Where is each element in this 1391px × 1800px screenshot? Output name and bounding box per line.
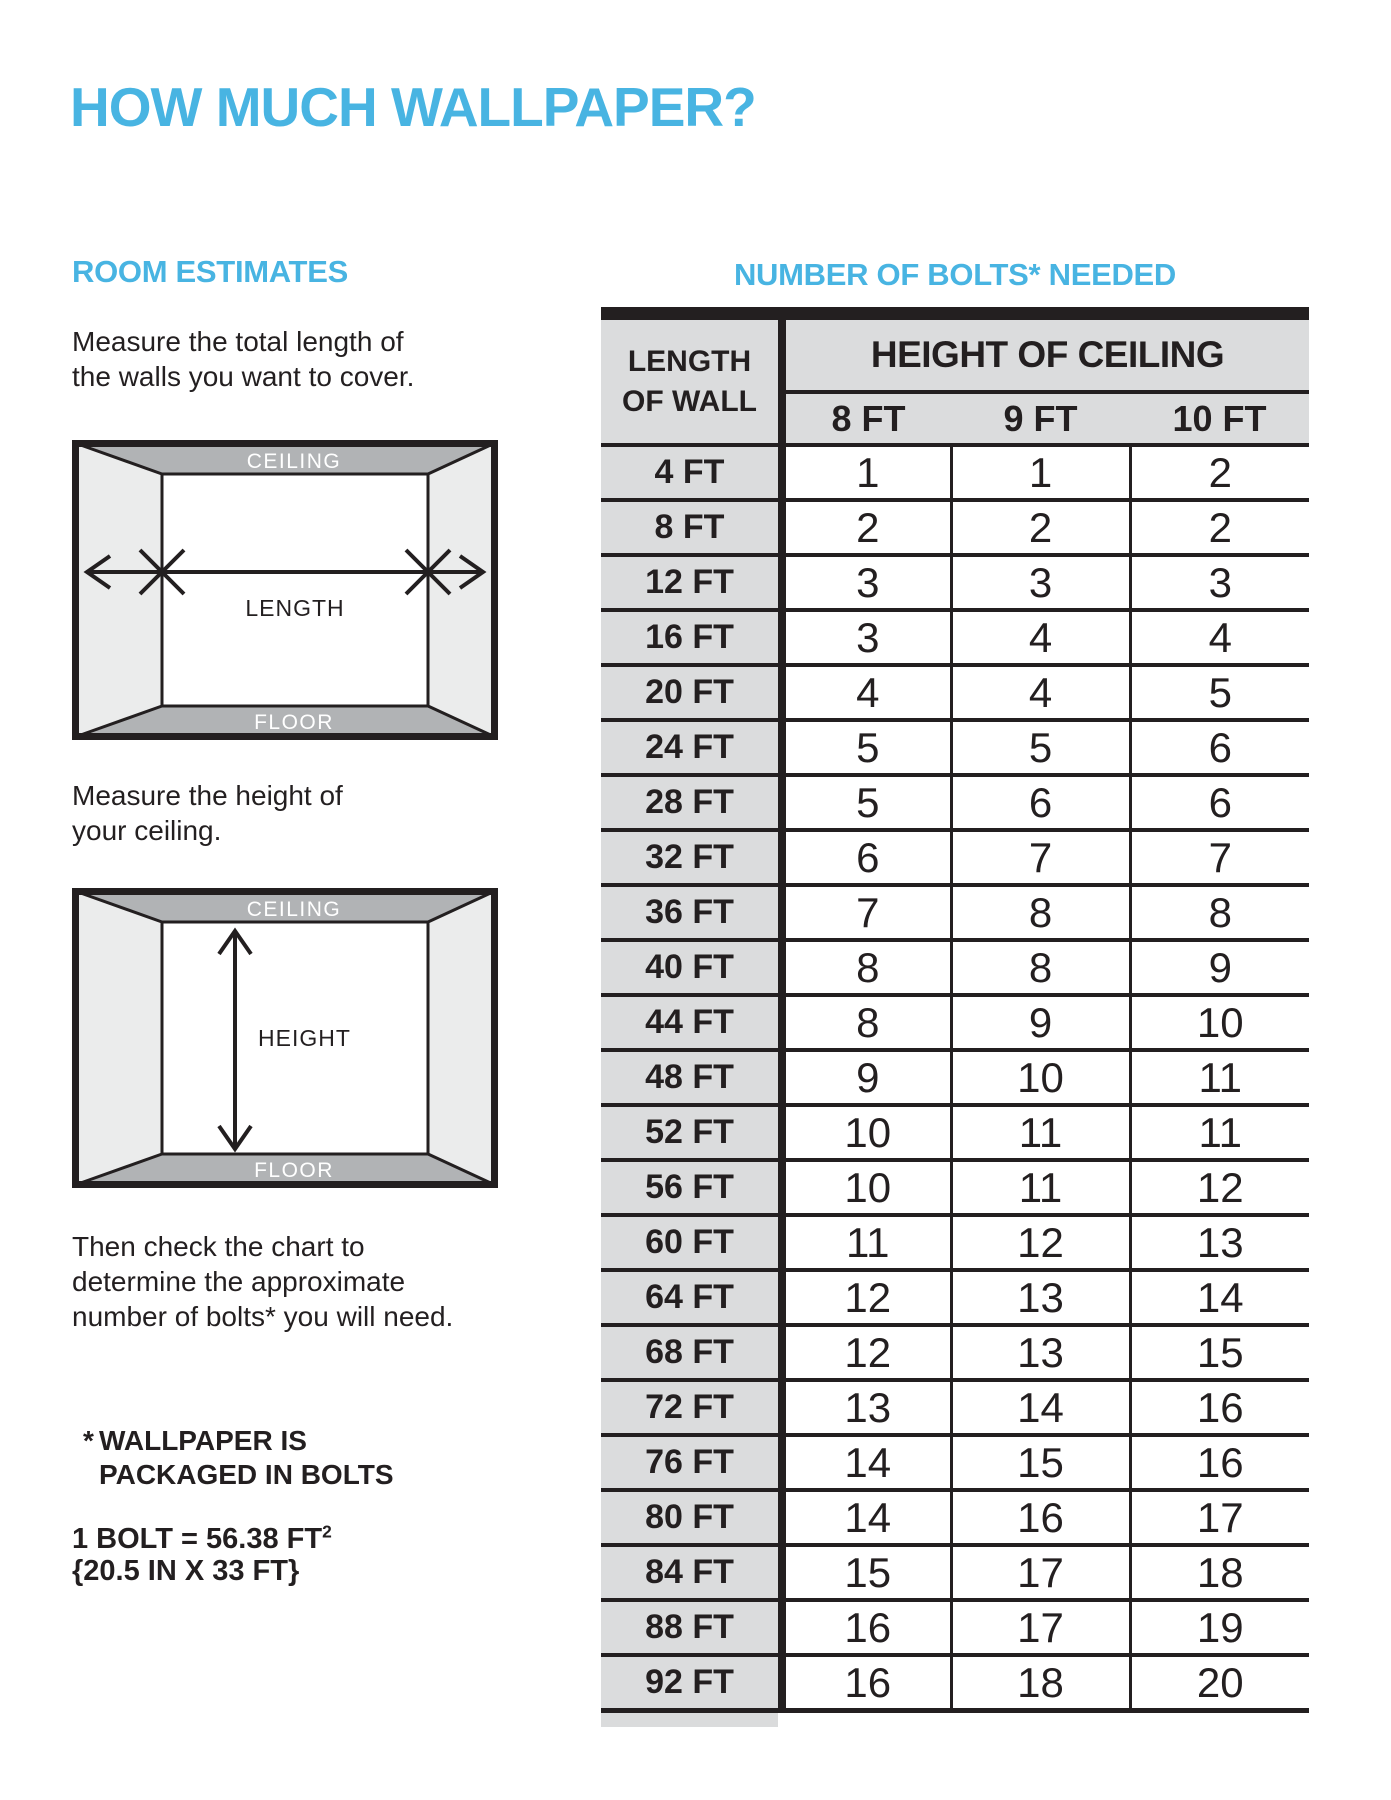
- table-row: [601, 610, 1309, 665]
- table-row: [601, 555, 1309, 610]
- table-row: [601, 1105, 1309, 1160]
- bolt-count-cell: 2: [1130, 500, 1309, 555]
- bolt-count-cell: 7: [951, 830, 1130, 885]
- table-row: [601, 665, 1309, 720]
- wall-length-cell: 24 FT: [601, 720, 782, 775]
- ceiling-label: CEILING: [246, 450, 342, 473]
- bolt-count-cell: 13: [1130, 1215, 1309, 1270]
- bolt-count-cell: 14: [782, 1435, 951, 1490]
- table-row: [601, 1325, 1309, 1380]
- bolt-count-cell: 8: [951, 940, 1130, 995]
- bolt-count-cell: 11: [951, 1160, 1130, 1215]
- bolt-count-cell: 10: [782, 1160, 951, 1215]
- bolt-count-cell: 6: [951, 775, 1130, 830]
- bolt-count-cell: 17: [1130, 1490, 1309, 1545]
- wall-length-cell: 60 FT: [601, 1215, 782, 1270]
- bolt-count-cell: 11: [1130, 1050, 1309, 1105]
- bolt-count-cell: 5: [782, 775, 951, 830]
- text-line: number of bolts* you will need.: [72, 1301, 454, 1332]
- footnote-asterisk: *: [83, 1425, 94, 1456]
- bolt-count-cell: 18: [1130, 1545, 1309, 1600]
- bolt-count-cell: 15: [1130, 1325, 1309, 1380]
- footnote-lines: [99, 1424, 394, 1492]
- bolt-count-cell: 6: [1130, 720, 1309, 775]
- instruction-step-2: [72, 778, 343, 848]
- bolt-count-cell: 9: [1130, 940, 1309, 995]
- table-row: [601, 720, 1309, 775]
- wall-length-cell: 72 FT: [601, 1380, 782, 1435]
- wallpaper-footnote: [83, 1424, 394, 1492]
- bolts-needed-heading: NUMBER OF BOLTS* NEEDED: [733, 257, 1177, 292]
- bolt-count-cell: 9: [951, 995, 1130, 1050]
- table-row: [601, 775, 1309, 830]
- text-line: Measure the total length of: [72, 326, 404, 357]
- bolt-count-cell: 6: [782, 830, 951, 885]
- wall-length-cell: 20 FT: [601, 665, 782, 720]
- group-header-row: [601, 320, 1309, 392]
- bolt-count-cell: 14: [951, 1380, 1130, 1435]
- bolts-table: [601, 307, 1309, 1727]
- bolt-count-cell: 17: [951, 1545, 1130, 1600]
- wall-length-cell: 56 FT: [601, 1160, 782, 1215]
- instruction-step-1: [72, 324, 414, 394]
- bolt-count-cell: 17: [951, 1600, 1130, 1655]
- text-line: WALLPAPER IS: [99, 1425, 307, 1456]
- text-line: the walls you want to cover.: [72, 361, 415, 392]
- height-of-ceiling-header: HEIGHT OF CEILING: [782, 320, 1309, 392]
- right-wall: [428, 888, 498, 1188]
- table-row: [601, 885, 1309, 940]
- wall-length-cell: 92 FT: [601, 1655, 782, 1711]
- wall-length-cell: 36 FT: [601, 885, 782, 940]
- wall-length-cell: 88 FT: [601, 1600, 782, 1655]
- bolt-count-cell: 14: [782, 1490, 951, 1545]
- bolts-needed-table: [601, 320, 1309, 1713]
- table-row: [601, 940, 1309, 995]
- wall-length-cell: 32 FT: [601, 830, 782, 885]
- text-line: Then check the chart to: [72, 1231, 365, 1262]
- table-row: [601, 1435, 1309, 1490]
- bolt-count-cell: 16: [782, 1655, 951, 1711]
- bolt-count-cell: 12: [782, 1270, 951, 1325]
- left-wall: [72, 440, 162, 740]
- wall-length-cell: 48 FT: [601, 1050, 782, 1105]
- room-estimates-heading: ROOM ESTIMATES: [72, 254, 348, 289]
- bolt-eq-text: 1 BOLT = 56.38 FT: [72, 1523, 323, 1555]
- ceiling-label: CEILING: [246, 898, 342, 921]
- text-line: your ceiling.: [72, 815, 222, 846]
- bolt-count-cell: 13: [951, 1325, 1130, 1380]
- table-row: [601, 1160, 1309, 1215]
- bolt-count-cell: 7: [1130, 830, 1309, 885]
- wall-length-cell: 16 FT: [601, 610, 782, 665]
- table-row: [601, 1215, 1309, 1270]
- bolt-count-cell: 10: [1130, 995, 1309, 1050]
- wall-length-cell: 12 FT: [601, 555, 782, 610]
- bolt-count-cell: 8: [782, 940, 951, 995]
- bolt-count-cell: 4: [951, 610, 1130, 665]
- bolt-count-cell: 16: [1130, 1380, 1309, 1435]
- table-row: [601, 1545, 1309, 1600]
- bolt-count-cell: 10: [951, 1050, 1130, 1105]
- wall-length-cell: 84 FT: [601, 1545, 782, 1600]
- bolt-count-cell: 13: [782, 1380, 951, 1435]
- bolt-table-body: [601, 445, 1309, 1711]
- wall-length-cell: 80 FT: [601, 1490, 782, 1545]
- col-header-9ft: 9 FT: [951, 392, 1130, 445]
- table-bottom-tab: [601, 1713, 778, 1727]
- bolt-count-cell: 16: [782, 1600, 951, 1655]
- floor-label: FLOOR: [254, 1159, 334, 1182]
- text-line: Measure the height of: [72, 780, 343, 811]
- bolt-count-cell: 1: [951, 445, 1130, 500]
- bolt-count-cell: 16: [1130, 1435, 1309, 1490]
- text-line: [72, 1523, 332, 1555]
- bolt-count-cell: 6: [1130, 775, 1309, 830]
- bolt-count-cell: 5: [782, 720, 951, 775]
- bolt-count-cell: 4: [951, 665, 1130, 720]
- bolt-count-cell: 13: [951, 1270, 1130, 1325]
- bolt-count-cell: 18: [951, 1655, 1130, 1711]
- left-wall: [72, 888, 162, 1188]
- bolt-count-cell: 5: [1130, 665, 1309, 720]
- bolt-count-cell: 1: [782, 445, 951, 500]
- table-top-bar: [601, 307, 1309, 320]
- bolt-count-cell: 2: [1130, 445, 1309, 500]
- bolt-count-cell: 12: [1130, 1160, 1309, 1215]
- bolt-count-cell: 16: [951, 1490, 1130, 1545]
- height-label: HEIGHT: [258, 1025, 351, 1051]
- wall-length-cell: 40 FT: [601, 940, 782, 995]
- bolt-count-cell: 3: [951, 555, 1130, 610]
- wall-length-cell: 76 FT: [601, 1435, 782, 1490]
- right-wall: [428, 440, 498, 740]
- wall-length-cell: 52 FT: [601, 1105, 782, 1160]
- bolt-count-cell: 8: [782, 995, 951, 1050]
- table-row: [601, 445, 1309, 500]
- text-line: LENGTH: [627, 344, 752, 378]
- col-header-10ft: 10 FT: [1130, 392, 1309, 445]
- bolt-count-cell: 4: [1130, 610, 1309, 665]
- room-length-diagram: [72, 440, 498, 740]
- bolt-count-cell: 4: [782, 665, 951, 720]
- table-row: [601, 830, 1309, 885]
- bolt-count-cell: 11: [1130, 1105, 1309, 1160]
- room-height-diagram: [72, 888, 498, 1188]
- bolt-count-cell: 14: [1130, 1270, 1309, 1325]
- text-line: determine the approximate: [72, 1266, 406, 1297]
- bolt-count-cell: 9: [782, 1050, 951, 1105]
- bolt-count-cell: 8: [1130, 885, 1309, 940]
- table-row: [601, 500, 1309, 555]
- bolt-count-cell: 8: [951, 885, 1130, 940]
- text-line: OF WALL: [622, 384, 757, 418]
- length-label: LENGTH: [245, 595, 345, 621]
- bolt-count-cell: 15: [951, 1435, 1130, 1490]
- bolt-count-cell: 20: [1130, 1655, 1309, 1711]
- bolt-count-cell: 5: [951, 720, 1130, 775]
- bolt-count-cell: 2: [951, 500, 1130, 555]
- bolt-count-cell: 12: [782, 1325, 951, 1380]
- bolt-count-cell: 3: [1130, 555, 1309, 610]
- table-row: [601, 995, 1309, 1050]
- bolt-count-cell: 19: [1130, 1600, 1309, 1655]
- bolt-count-cell: 3: [782, 610, 951, 665]
- table-row: [601, 1490, 1309, 1545]
- wall-length-cell: 44 FT: [601, 995, 782, 1050]
- page-title: HOW MUCH WALLPAPER?: [70, 76, 756, 138]
- wall-length-cell: 64 FT: [601, 1270, 782, 1325]
- table-row: [601, 1050, 1309, 1105]
- text-line: PACKAGED IN BOLTS: [99, 1459, 394, 1490]
- text-line: {20.5 IN X 33 FT}: [72, 1555, 300, 1587]
- bolt-equivalence: [72, 1523, 332, 1587]
- back-wall: [162, 474, 428, 706]
- bolt-count-cell: 12: [951, 1215, 1130, 1270]
- length-of-wall-header: [601, 320, 782, 445]
- bolt-count-cell: 15: [782, 1545, 951, 1600]
- bolt-count-cell: 3: [782, 555, 951, 610]
- table-row: [601, 1270, 1309, 1325]
- col-header-8ft: 8 FT: [782, 392, 951, 445]
- bolt-count-cell: 11: [951, 1105, 1130, 1160]
- bolt-count-cell: 11: [782, 1215, 951, 1270]
- table-row: [601, 1655, 1309, 1711]
- wall-length-cell: 68 FT: [601, 1325, 782, 1380]
- table-row: [601, 1380, 1309, 1435]
- table-row: [601, 1600, 1309, 1655]
- wall-length-cell: 28 FT: [601, 775, 782, 830]
- bolt-eq-superscript: 2: [322, 1521, 332, 1542]
- instruction-step-3: [72, 1229, 453, 1334]
- wall-length-cell: 4 FT: [601, 445, 782, 500]
- wall-length-cell: 8 FT: [601, 500, 782, 555]
- bolt-count-cell: 7: [782, 885, 951, 940]
- bolt-count-cell: 10: [782, 1105, 951, 1160]
- bolt-count-cell: 2: [782, 500, 951, 555]
- floor-label: FLOOR: [254, 711, 334, 734]
